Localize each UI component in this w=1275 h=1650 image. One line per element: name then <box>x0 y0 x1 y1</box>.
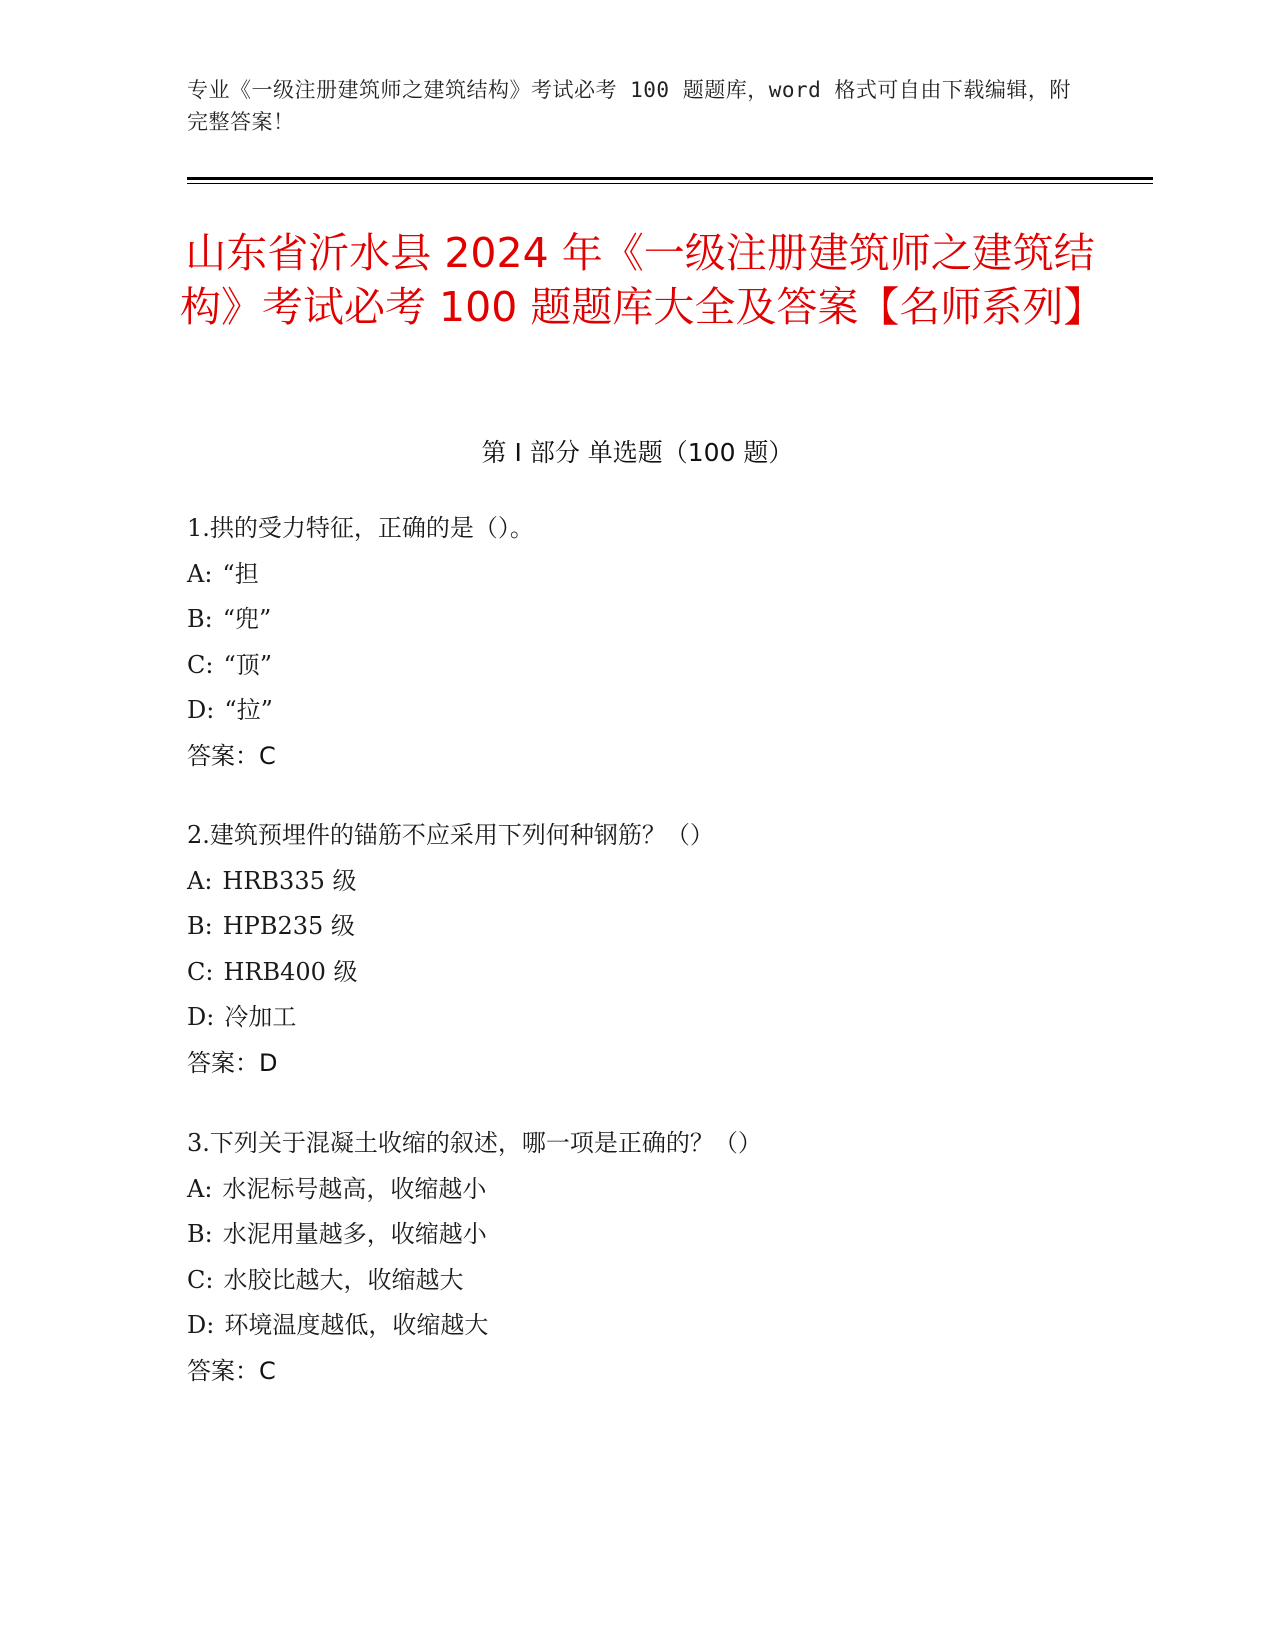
answer-line: 答案：C <box>187 1356 276 1385</box>
option-text: HRB335 级 <box>222 866 357 895</box>
option-b <box>187 597 1167 643</box>
option-label: A: <box>187 559 213 588</box>
option-a <box>187 1167 1167 1213</box>
option-a <box>187 552 1167 598</box>
header-rule-thick <box>187 177 1153 180</box>
option-label: B: <box>187 912 213 940</box>
option-label: D: <box>187 1311 215 1339</box>
option-label: D: <box>187 1003 215 1031</box>
option-c <box>187 1258 1167 1304</box>
option-d <box>187 688 1167 734</box>
option-label: C: <box>187 957 214 986</box>
header-rule-thin <box>187 183 1153 184</box>
option-label: C: <box>187 1265 214 1294</box>
option-b <box>187 904 1167 950</box>
answer-line: 答案：D <box>187 1048 278 1077</box>
option-text: 水胶比越大，收缩越大 <box>223 1265 464 1294</box>
header-note: 专业《一级注册建筑师之建筑结构》考试必考 100 题题库，word 格式可自由下载编辑，附完整答案！ <box>187 78 1071 134</box>
option-a <box>187 859 1167 905</box>
option-label: C: <box>187 650 214 679</box>
option-text: 水泥标号越高，收缩越小 <box>222 1174 487 1203</box>
option-text: 冷加工 <box>224 1003 297 1031</box>
answer-line: 答案：C <box>187 741 276 770</box>
option-label: D: <box>187 696 215 724</box>
option-label: A: <box>187 866 213 895</box>
document-title: 山东省沂水县 2024 年《一级注册建筑师之建筑结构》考试必考 100 题题库大全及答案【名师系列】 <box>180 229 1105 331</box>
section-heading: 第 I 部分 单选题（100 题） <box>481 438 794 467</box>
option-text: 环境温度越低，收缩越大 <box>224 1311 489 1339</box>
option-label: A: <box>187 1174 213 1203</box>
question-2 <box>187 813 1167 1086</box>
question-1 <box>187 506 1167 779</box>
option-text: “顶” <box>223 650 272 679</box>
option-b <box>187 1212 1167 1258</box>
option-c <box>187 643 1167 689</box>
option-label: B: <box>187 1220 213 1248</box>
question-stem: 1.拱的受力特征，正确的是（）。 <box>187 514 534 542</box>
option-text: HRB400 级 <box>223 957 358 986</box>
option-text: “拉” <box>224 696 273 724</box>
option-text: “兜” <box>222 605 272 633</box>
option-text: 水泥用量越多，收缩越小 <box>222 1220 487 1248</box>
option-c <box>187 950 1167 996</box>
option-d <box>187 995 1167 1041</box>
option-text: HPB235 级 <box>222 912 355 940</box>
option-d <box>187 1303 1167 1349</box>
question-3 <box>187 1121 1167 1394</box>
option-label: B: <box>187 605 213 633</box>
question-stem: 3.下列关于混凝土收缩的叙述，哪一项是正确的？（） <box>187 1129 762 1157</box>
question-stem: 2.建筑预埋件的锚筋不应采用下列何种钢筋？（） <box>187 821 714 849</box>
option-text: “担 <box>222 559 259 588</box>
